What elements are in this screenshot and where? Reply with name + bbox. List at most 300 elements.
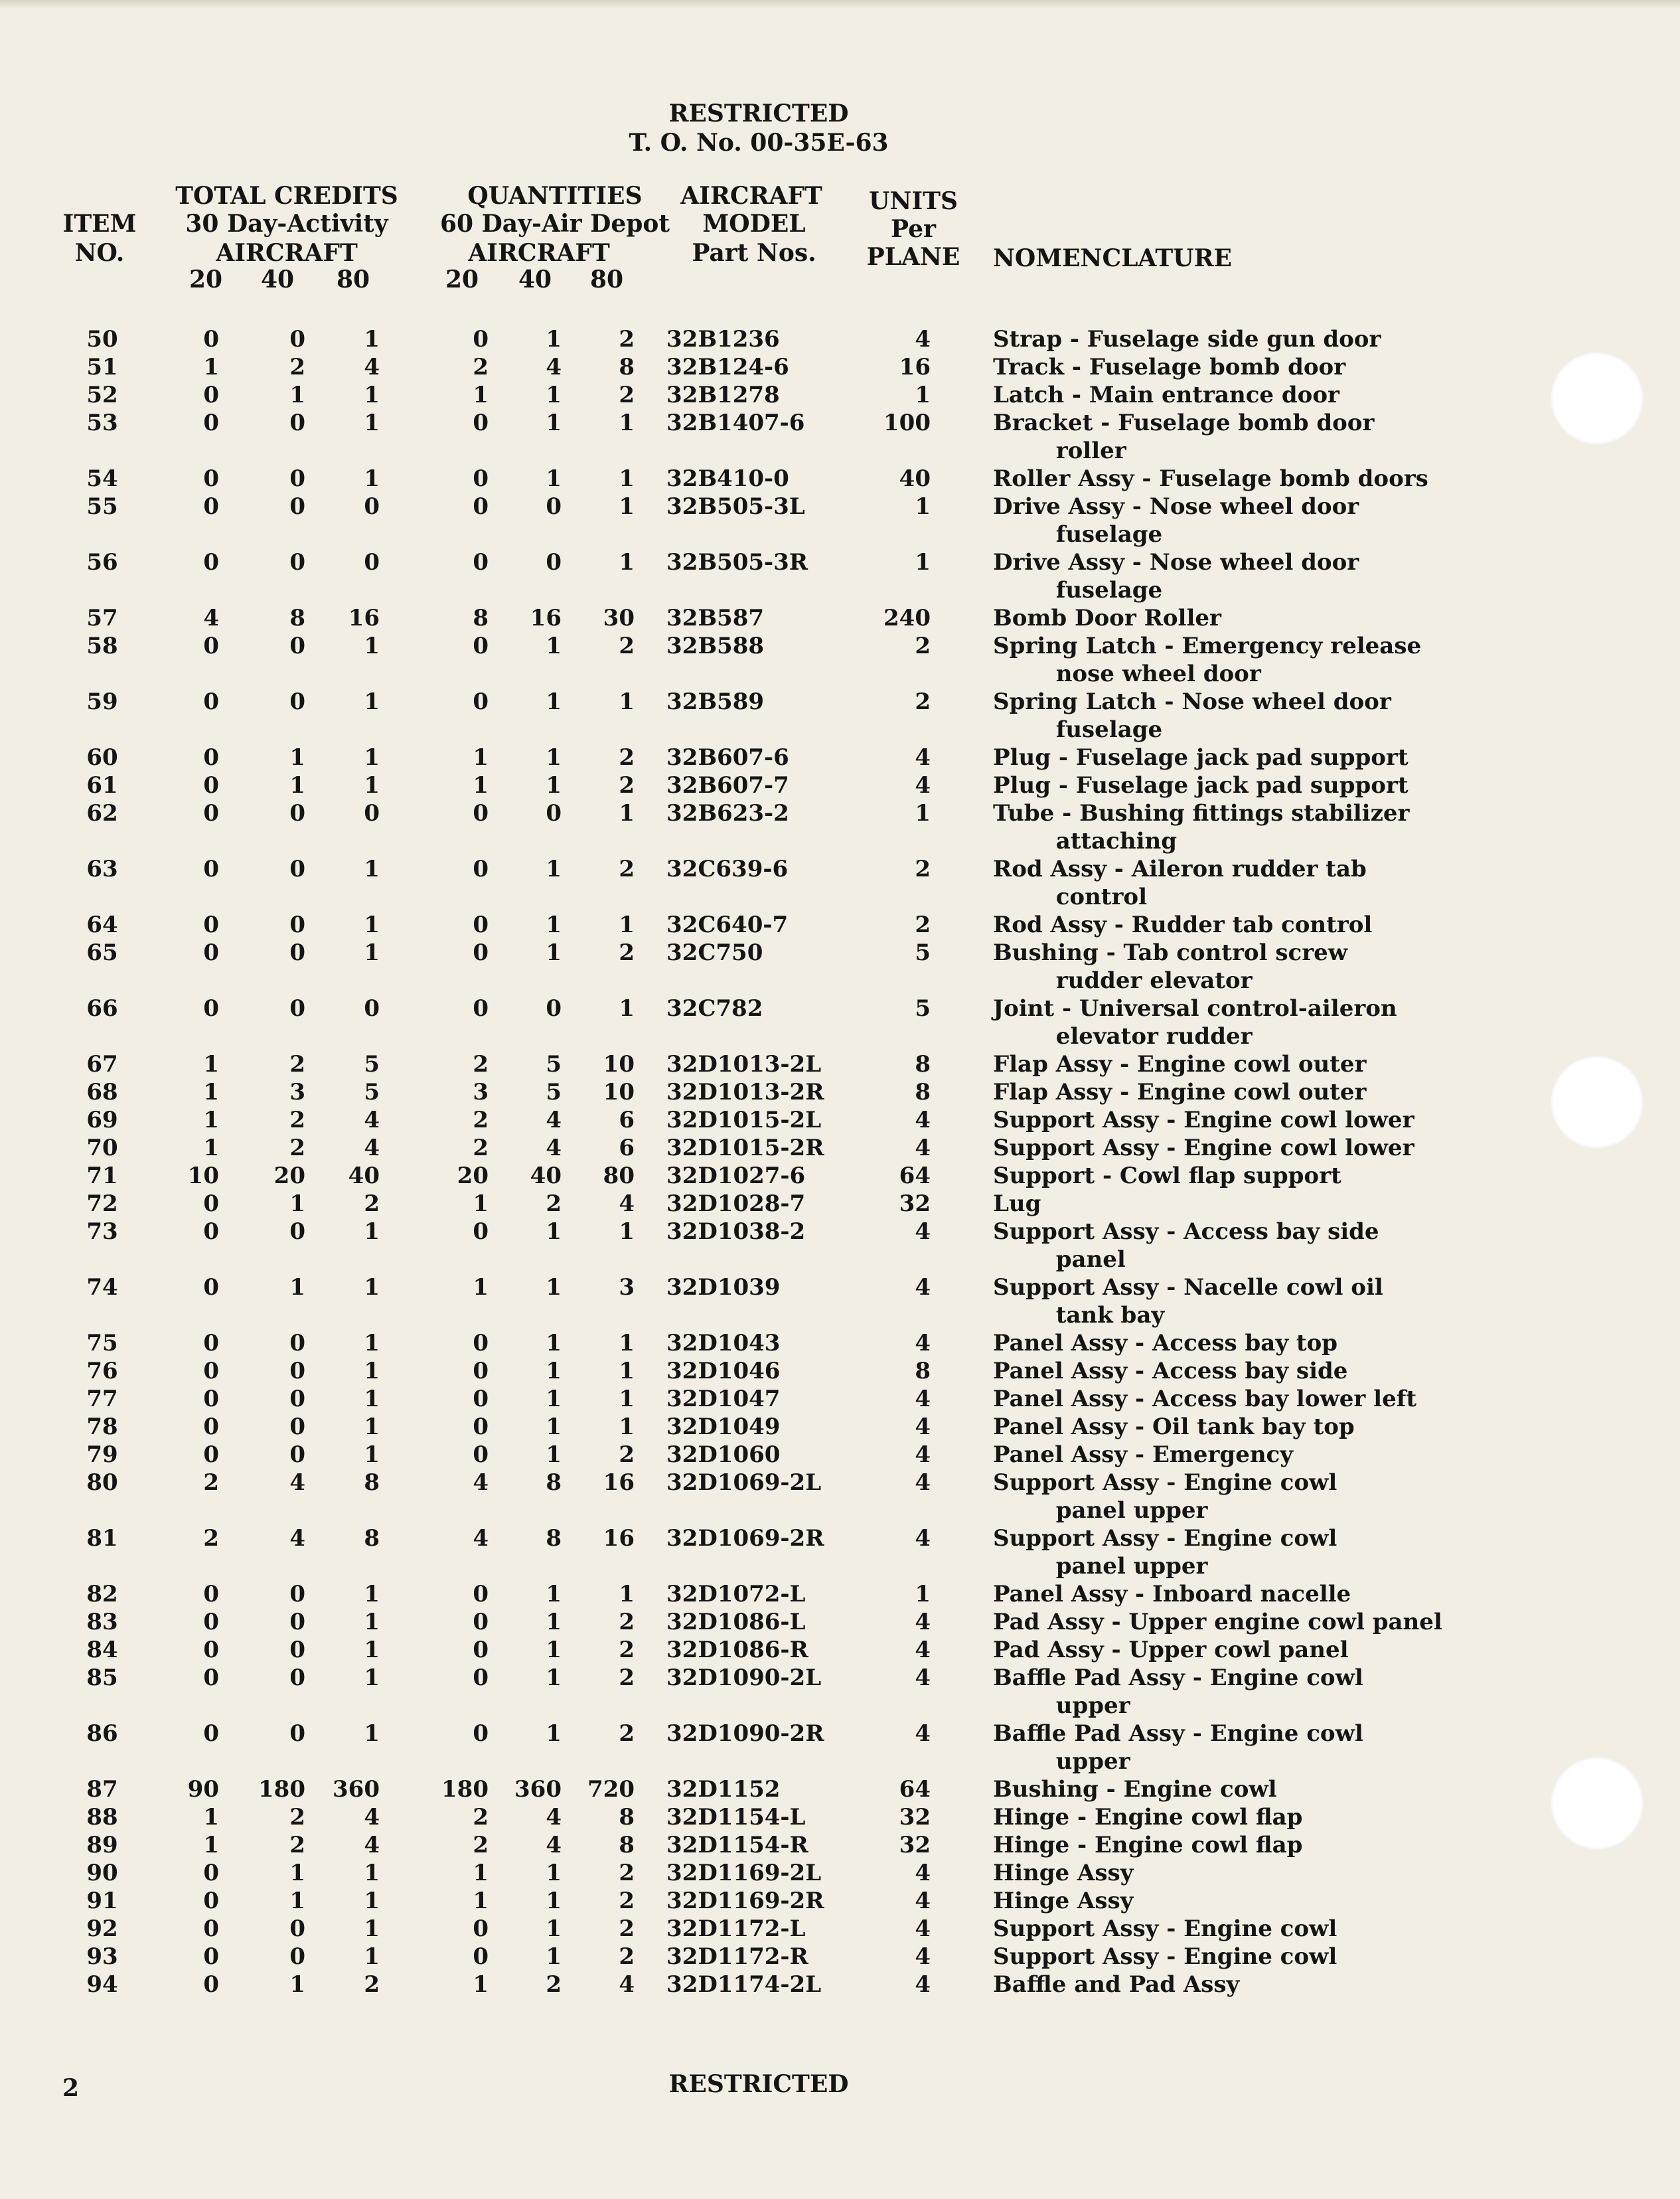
units-per-plane: 240 [883,605,931,631]
credits-80: 4 [364,1135,380,1161]
qty-80: 8 [619,1804,635,1831]
credits-80: 1 [364,1330,380,1356]
qty-40: 1 [546,1609,562,1635]
qty-40: 1 [546,1860,562,1886]
part-number: 32B607-7 [666,772,789,799]
part-number: 32B410-0 [666,465,789,492]
credits-80: 0 [364,549,380,576]
qty-20: 0 [473,326,489,353]
units-per-plane: 4 [915,1274,931,1301]
item-no: 73 [86,1218,118,1245]
credits-20: 0 [203,549,219,576]
page-top-edge [0,0,1680,9]
qty-40: 1 [546,633,562,659]
qty-80: 2 [619,1888,635,1914]
qty-40: 0 [546,549,562,576]
credits-40: 0 [289,1358,305,1384]
qty-20: 3 [473,1079,489,1105]
units-per-plane: 4 [915,1943,931,1970]
col-credits-sub-80: 80 [336,266,370,293]
credits-20: 0 [203,1414,219,1440]
units-per-plane: 16 [899,354,931,380]
credits-80: 1 [364,1860,380,1886]
units-per-plane: 4 [915,1720,931,1747]
qty-20: 1 [473,772,489,799]
credits-40: 1 [289,744,305,771]
qty-20: 2 [473,354,489,380]
part-number: 32D1090-2L [666,1665,822,1691]
item-no: 53 [86,410,118,436]
qty-80: 6 [619,1135,635,1161]
credits-80: 1 [364,382,380,408]
item-no: 61 [86,772,118,799]
part-number: 32B607-6 [666,744,789,771]
credits-40: 0 [289,1441,305,1468]
qty-40: 4 [546,1804,562,1831]
col-model-line1: AIRCRAFT [680,182,822,210]
credits-40: 0 [289,465,305,492]
qty-20: 0 [473,1609,489,1635]
credits-80: 1 [364,1720,380,1747]
part-number: 32B1236 [666,326,780,353]
credits-20: 0 [203,1915,219,1942]
qty-40: 4 [546,1832,562,1858]
item-no: 60 [86,744,118,771]
col-qty-sub-20: 20 [445,266,479,293]
qty-20: 2 [473,1107,489,1133]
qty-20: 0 [473,1637,489,1663]
units-per-plane: 4 [915,326,931,353]
nomenclature: Lug [993,1190,1041,1217]
units-per-plane: 32 [899,1804,931,1831]
nomenclature: Panel Assy - Oil tank bay top [993,1414,1355,1440]
units-per-plane: 1 [915,493,931,520]
item-no: 80 [86,1469,118,1496]
qty-20: 1 [473,1190,489,1217]
nomenclature: Panel Assy - Inboard nacelle [993,1581,1351,1607]
credits-40: 0 [289,689,305,715]
units-per-plane: 4 [915,1888,931,1914]
nomenclature: Flap Assy - Engine cowl outer [993,1079,1367,1105]
table-row [0,1218,1680,1273]
item-no: 79 [86,1441,118,1468]
nomenclature: Support Assy - Engine cowl panel upper [993,1469,1337,1524]
nomenclature: Pad Assy - Upper engine cowl panel [993,1609,1442,1635]
credits-20: 0 [203,326,219,353]
part-number: 32D1069-2R [666,1525,824,1552]
part-number: 32B587 [666,605,765,631]
part-number: 32B623-2 [666,800,789,827]
nomenclature: Hinge - Engine cowl flap [993,1804,1303,1831]
credits-80: 1 [364,1386,380,1412]
qty-20: 2 [473,1051,489,1078]
qty-40: 1 [546,1888,562,1914]
units-per-plane: 4 [915,1637,931,1663]
qty-40: 8 [546,1469,562,1496]
credits-80: 1 [364,1609,380,1635]
credits-40: 0 [289,800,305,827]
qty-40: 1 [546,1665,562,1691]
part-number: 32B1407-6 [666,410,805,436]
credits-20: 1 [203,354,219,380]
qty-20: 0 [473,995,489,1022]
credits-20: 0 [203,912,219,938]
units-per-plane: 4 [915,1525,931,1552]
nomenclature: Spring Latch - Nose wheel door fuselage [993,689,1391,743]
qty-20: 0 [473,1218,489,1245]
credits-40: 0 [289,1943,305,1970]
qty-80: 2 [619,772,635,799]
credits-80: 1 [364,410,380,436]
credits-20: 0 [203,1720,219,1747]
part-number: 32D1169-2L [666,1860,822,1886]
part-number: 32D1172-L [666,1915,806,1942]
nomenclature: Support Assy - Engine cowl lower [993,1135,1414,1161]
nomenclature: Bushing - Engine cowl [993,1776,1277,1803]
nomenclature: Support Assy - Access bay side panel [993,1218,1379,1273]
qty-20: 0 [473,493,489,520]
credits-40: 3 [289,1079,305,1105]
qty-20: 0 [473,800,489,827]
units-per-plane: 1 [915,382,931,408]
units-per-plane: 4 [915,1971,931,1998]
units-per-plane: 2 [915,689,931,715]
credits-80: 8 [364,1469,380,1496]
credits-20: 0 [203,1274,219,1301]
qty-40: 0 [546,800,562,827]
qty-80: 1 [619,410,635,436]
credits-20: 1 [203,1135,219,1161]
table-row [0,688,1680,744]
nomenclature: Bracket - Fuselage bomb door roller [993,410,1375,464]
footer-restricted: RESTRICTED [668,2070,849,2098]
credits-20: 0 [203,995,219,1022]
item-no: 52 [86,382,118,408]
part-number: 32D1027-6 [666,1163,806,1189]
part-number: 32D1154-R [666,1832,808,1858]
item-no: 51 [86,354,118,380]
part-number: 32B505-3R [666,549,808,576]
qty-20: 0 [473,856,489,882]
qty-40: 0 [546,493,562,520]
qty-20: 0 [473,689,489,715]
nomenclature: Rod Assy - Aileron rudder tab control [993,856,1367,910]
units-per-plane: 4 [915,1609,931,1635]
item-no: 77 [86,1386,118,1412]
qty-80: 1 [619,1218,635,1245]
part-number: 32D1015-2L [666,1107,822,1133]
qty-80: 8 [619,1832,635,1858]
qty-40: 1 [546,1581,562,1607]
credits-40: 1 [289,382,305,408]
credits-80: 1 [364,1581,380,1607]
credits-40: 2 [289,1135,305,1161]
qty-80: 1 [619,689,635,715]
credits-40: 0 [289,633,305,659]
qty-20: 4 [473,1525,489,1552]
item-no: 83 [86,1609,118,1635]
credits-80: 1 [364,1441,380,1468]
header-to-number: T. O. No. 00-35E-63 [629,129,889,157]
qty-20: 2 [473,1135,489,1161]
credits-20: 0 [203,382,219,408]
qty-80: 720 [587,1776,635,1803]
table-row [0,1971,1680,2026]
qty-40: 1 [546,1943,562,1970]
credits-40: 0 [289,549,305,576]
item-no: 54 [86,465,118,492]
credits-40: 0 [289,1581,305,1607]
qty-40: 8 [546,1525,562,1552]
item-no: 65 [86,939,118,966]
credits-80: 16 [348,605,380,631]
part-number: 32D1049 [666,1414,781,1440]
qty-20: 0 [473,939,489,966]
part-number: 32B124-6 [666,354,789,380]
qty-40: 1 [546,856,562,882]
credits-20: 2 [203,1525,219,1552]
qty-80: 10 [603,1051,635,1078]
qty-40: 1 [546,1720,562,1747]
qty-20: 0 [473,1720,489,1747]
qty-40: 2 [546,1190,562,1217]
nomenclature: Support Assy - Engine cowl [993,1943,1337,1970]
credits-40: 0 [289,995,305,1022]
table-row [0,1469,1680,1524]
nomenclature: Tube - Bushing fittings stabilizer attaching [993,800,1410,855]
qty-80: 1 [619,1386,635,1412]
credits-40: 0 [289,1637,305,1663]
nomenclature: Spring Latch - Emergency release nose wheel door [993,633,1422,687]
qty-40: 5 [546,1079,562,1105]
qty-20: 2 [473,1804,489,1831]
col-qty-line3: AIRCRAFT [468,239,610,267]
nomenclature: Panel Assy - Emergency [993,1441,1294,1468]
part-number: 32D1046 [666,1358,781,1384]
qty-40: 1 [546,1414,562,1440]
units-per-plane: 4 [915,1441,931,1468]
qty-80: 6 [619,1107,635,1133]
credits-80: 1 [364,1274,380,1301]
item-no: 70 [86,1135,118,1161]
item-no: 93 [86,1943,118,1970]
part-number: 32B1278 [666,382,780,408]
nomenclature: Support Assy - Engine cowl lower [993,1107,1414,1133]
credits-40: 0 [289,856,305,882]
qty-80: 2 [619,633,635,659]
credits-80: 1 [364,744,380,771]
qty-80: 1 [619,465,635,492]
item-no: 86 [86,1720,118,1747]
units-per-plane: 4 [915,1860,931,1886]
units-per-plane: 4 [915,1107,931,1133]
credits-80: 1 [364,856,380,882]
nomenclature: Hinge Assy [993,1860,1134,1886]
nomenclature: Strap - Fuselage side gun door [993,326,1381,353]
item-no: 55 [86,493,118,520]
item-no: 87 [86,1776,118,1803]
units-per-plane: 8 [915,1051,931,1078]
item-no: 56 [86,549,118,576]
credits-40: 0 [289,493,305,520]
qty-20: 0 [473,1441,489,1468]
units-per-plane: 8 [915,1079,931,1105]
nomenclature: Panel Assy - Access bay top [993,1330,1338,1356]
credits-20: 2 [203,1469,219,1496]
credits-80: 0 [364,800,380,827]
table-row [0,799,1680,855]
part-number: 32C782 [666,995,763,1022]
qty-40: 1 [546,326,562,353]
part-number: 32C750 [666,939,763,966]
credits-80: 360 [333,1776,380,1803]
qty-20: 0 [473,1581,489,1607]
item-no: 75 [86,1330,118,1356]
units-per-plane: 4 [915,1915,931,1942]
credits-80: 0 [364,493,380,520]
item-no: 84 [86,1637,118,1663]
nomenclature: Baffle Pad Assy - Engine cowl upper [993,1665,1363,1719]
nomenclature: Plug - Fuselage jack pad support [993,744,1409,771]
units-per-plane: 2 [915,912,931,938]
credits-40: 1 [289,1274,305,1301]
part-number: 32D1013-2R [666,1079,824,1105]
qty-80: 8 [619,354,635,380]
qty-40: 1 [546,1637,562,1663]
col-qty-line2: 60 Day-Air Depot [439,210,670,238]
col-units-line3: PLANE [866,243,960,271]
credits-40: 0 [289,410,305,436]
qty-20: 1 [473,1860,489,1886]
col-credits-sub-40: 40 [260,266,295,293]
qty-80: 3 [619,1274,635,1301]
qty-40: 0 [546,995,562,1022]
qty-20: 180 [441,1776,489,1803]
qty-20: 8 [473,605,489,631]
qty-40: 1 [546,744,562,771]
nomenclature: Drive Assy - Nose wheel door fuselage [993,549,1359,604]
credits-20: 0 [203,1386,219,1412]
units-per-plane: 1 [915,549,931,576]
units-per-plane: 1 [915,1581,931,1607]
item-no: 81 [86,1525,118,1552]
qty-80: 16 [603,1469,635,1496]
qty-40: 1 [546,912,562,938]
table-row [0,632,1680,688]
credits-20: 1 [203,1832,219,1858]
item-no: 74 [86,1274,118,1301]
item-no: 78 [86,1414,118,1440]
qty-40: 4 [546,354,562,380]
credits-40: 180 [258,1776,305,1803]
qty-40: 1 [546,410,562,436]
part-number: 32D1086-L [666,1609,806,1635]
credits-80: 1 [364,1943,380,1970]
part-number: 32D1038-2 [666,1218,806,1245]
col-model-line3: Part Nos. [692,239,816,267]
qty-80: 2 [619,1441,635,1468]
qty-20: 0 [473,1943,489,1970]
credits-40: 0 [289,912,305,938]
item-no: 91 [86,1888,118,1914]
table-row [0,1664,1680,1720]
credits-20: 0 [203,856,219,882]
credits-40: 0 [289,1218,305,1245]
qty-20: 0 [473,1330,489,1356]
qty-20: 1 [473,382,489,408]
credits-80: 4 [364,1107,380,1133]
item-no: 82 [86,1581,118,1607]
col-credits-line3: AIRCRAFT [216,239,358,267]
qty-20: 1 [473,1888,489,1914]
part-number: 32D1086-R [666,1637,808,1663]
qty-20: 2 [473,1832,489,1858]
credits-20: 1 [203,1079,219,1105]
nomenclature: Bushing - Tab control screw rudder elevator [993,939,1348,994]
units-per-plane: 2 [915,633,931,659]
nomenclature: Panel Assy - Access bay side [993,1358,1348,1384]
col-credits-line1: TOTAL CREDITS [175,182,398,210]
credits-40: 0 [289,1609,305,1635]
item-no: 57 [86,605,118,631]
part-number: 32B505-3L [666,493,805,520]
units-per-plane: 4 [915,1469,931,1496]
qty-40: 1 [546,689,562,715]
qty-80: 1 [619,800,635,827]
qty-40: 1 [546,1274,562,1301]
nomenclature: Rod Assy - Rudder tab control [993,912,1373,938]
table-row [0,1273,1680,1329]
nomenclature: Bomb Door Roller [993,605,1221,631]
units-per-plane: 64 [899,1776,931,1803]
credits-80: 1 [364,1665,380,1691]
credits-20: 0 [203,1330,219,1356]
qty-20: 0 [473,912,489,938]
col-qty-sub-40: 40 [518,266,552,293]
qty-40: 1 [546,382,562,408]
credits-40: 2 [289,1804,305,1831]
units-per-plane: 100 [883,410,931,436]
qty-80: 1 [619,1414,635,1440]
units-per-plane: 4 [915,772,931,799]
nomenclature: Panel Assy - Access bay lower left [993,1386,1417,1412]
table-row [0,409,1680,465]
item-no: 76 [86,1358,118,1384]
qty-20: 0 [473,465,489,492]
credits-80: 40 [348,1163,380,1189]
credits-20: 0 [203,1609,219,1635]
nomenclature: Flap Assy - Engine cowl outer [993,1051,1367,1078]
nomenclature: Drive Assy - Nose wheel door fuselage [993,493,1359,548]
qty-40: 1 [546,1386,562,1412]
qty-80: 2 [619,939,635,966]
qty-40: 1 [546,465,562,492]
item-no: 63 [86,856,118,882]
credits-20: 0 [203,1860,219,1886]
qty-40: 1 [546,1330,562,1356]
qty-80: 2 [619,326,635,353]
qty-20: 0 [473,1915,489,1942]
qty-20: 4 [473,1469,489,1496]
credits-80: 1 [364,772,380,799]
item-no: 66 [86,995,118,1022]
qty-20: 1 [473,1971,489,1998]
credits-40: 0 [289,1386,305,1412]
col-credits-line2: 30 Day-Activity [185,210,388,238]
qty-20: 1 [473,744,489,771]
qty-80: 1 [619,1358,635,1384]
credits-40: 0 [289,326,305,353]
